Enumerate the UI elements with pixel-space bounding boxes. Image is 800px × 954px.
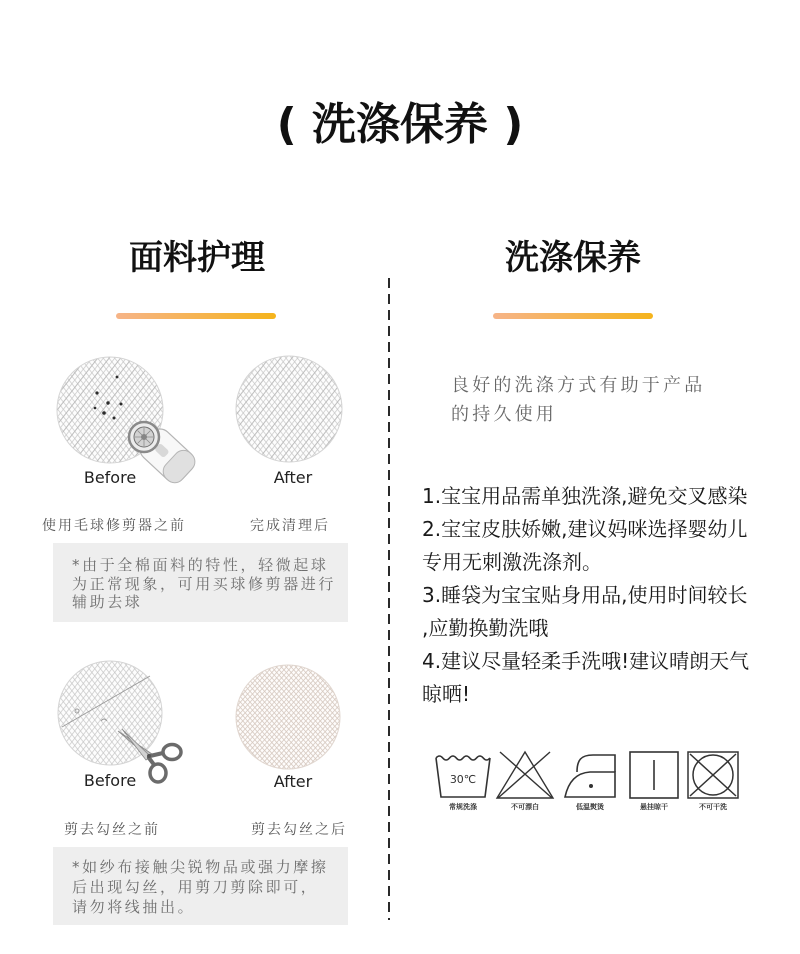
wash-30c-icon bbox=[436, 756, 490, 797]
pilling-after-label: After bbox=[273, 468, 313, 487]
washing-intro bbox=[451, 371, 705, 429]
snag-note-line: *如纱布接触尖锐物品或强力摩擦 bbox=[72, 858, 329, 876]
washing-tip-line: 1.宝宝用品需单独洗涤,避免交叉感染 bbox=[422, 484, 748, 508]
care-symbol-label: 悬挂晾干 bbox=[640, 803, 668, 811]
snag-note-box bbox=[53, 847, 348, 925]
wash-temperature-text: 30℃ bbox=[449, 773, 477, 786]
no-dry-clean-icon bbox=[688, 752, 738, 798]
snag-after-label: After bbox=[273, 772, 313, 791]
care-symbol-label: 低温熨烫 bbox=[576, 803, 604, 811]
low-temp-iron-icon bbox=[565, 755, 615, 797]
snag-after-caption: 剪去勾丝之后 bbox=[251, 822, 347, 838]
pilling-after-caption: 完成清理后 bbox=[250, 518, 330, 534]
hang-dry-icon bbox=[630, 752, 678, 798]
care-symbols-row bbox=[425, 745, 745, 815]
care-symbol-label: 不可干洗 bbox=[699, 803, 727, 811]
pilling-before-label: Before bbox=[83, 468, 137, 487]
snag-note-line: 请勿将线抽出。 bbox=[72, 898, 196, 916]
washing-care-heading: 洗涤保养 bbox=[505, 238, 641, 278]
pilling-after-fabric bbox=[236, 356, 342, 462]
snag-before-label: Before bbox=[83, 771, 137, 790]
pilling-note-line: 为正常现象，可用买球修剪器进行 bbox=[72, 574, 337, 593]
pilling-note-line: *由于全棉面料的特性，轻微起球 bbox=[72, 556, 329, 574]
washing-intro-line: 良好的洗涤方式有助于产品 bbox=[451, 375, 706, 396]
fabric-care-heading: 面料护理 bbox=[129, 238, 265, 278]
washing-tip-line: 晾晒! bbox=[422, 682, 471, 706]
washing-intro-line: 的持久使用 bbox=[451, 404, 557, 425]
washing-tip-line: 3.睡袋为宝宝贴身用品,使用时间较长 bbox=[422, 583, 748, 607]
washing-tip-line: 4.建议尽量轻柔手洗哦!建议晴朗天气 bbox=[422, 649, 750, 673]
care-symbol-label: 不可漂白 bbox=[511, 803, 539, 811]
fabric-care-accent-bar bbox=[116, 313, 276, 319]
pilling-note-box bbox=[53, 543, 348, 622]
no-bleach-icon bbox=[497, 752, 553, 798]
snag-note-line: 后出现勾丝，用剪刀剪除即可， bbox=[72, 878, 319, 896]
washing-tips-list bbox=[422, 480, 749, 711]
washing-tip-line: 2.宝宝皮肤娇嫩,建议妈咪选择婴幼儿 bbox=[422, 517, 748, 541]
washing-tip-line: ,应勤换勤洗哦 bbox=[422, 616, 549, 640]
pilling-note-line: 辅助去球 bbox=[72, 593, 143, 611]
care-symbol-label: 常规洗涤 bbox=[449, 803, 477, 811]
page-title: ( 洗涤保养 ) bbox=[276, 99, 524, 150]
snag-after-fabric bbox=[236, 665, 340, 769]
snag-before-caption: 剪去勾丝之前 bbox=[64, 822, 160, 838]
washing-tip-line: 专用无刺激洗涤剂。 bbox=[422, 550, 602, 574]
pilling-before-caption: 使用毛球修剪器之前 bbox=[42, 518, 186, 534]
snag-before-fabric bbox=[58, 661, 162, 765]
washing-care-accent-bar bbox=[493, 313, 653, 319]
